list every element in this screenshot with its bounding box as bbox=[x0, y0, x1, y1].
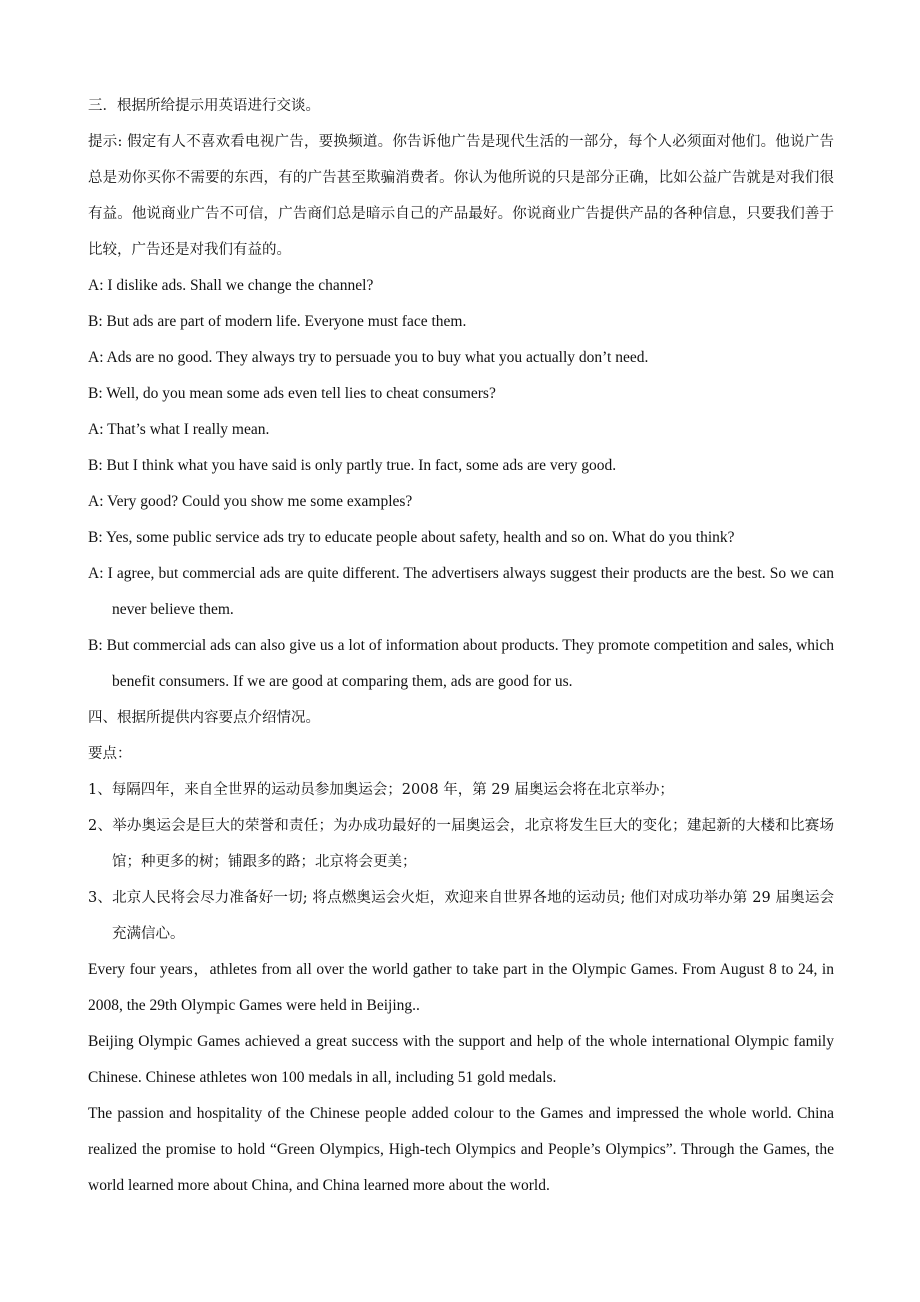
model-answer bbox=[88, 952, 834, 1204]
answer-paragraph-3: The passion and hospitality of the Chinese people added colour to the Games and impressed the whole world. China realized the promise to hold “Green Olympics, High-tech Olympics and People’s Olympics”. Through the Games, the world learned more about China, and China learned more about the world. bbox=[88, 1105, 834, 1194]
point-item-3: 3、北京人民将会尽力准备好一切; 将点燃奥运会火炬，欢迎来自世界各地的运动员; 他们对成功举办第 29 届奥运会充满信心。 bbox=[88, 890, 834, 942]
dialogue-line-2: B: But ads are part of modern life. Everyone must face them. bbox=[88, 313, 467, 330]
dialogue-line-7: A: Very good? Could you show me some examples? bbox=[88, 493, 413, 510]
answer-paragraph-1: Every four years，athletes from all over the world gather to take part in the Olympic Games. From August 8 to 24, in 2008, the 29th Olympic Games were held in Beijing.. bbox=[88, 961, 834, 1014]
point-item-1: 1、每隔四年，来自全世界的运动员参加奥运会；2008 年，第 29 届奥运会将在北京举办； bbox=[88, 782, 674, 798]
section-4-heading: 四、根据所提供内容要点介绍情况。 bbox=[88, 710, 320, 726]
dialogue-line-6: B: But I think what you have said is only partly true. In fact, some ads are very good. bbox=[88, 457, 617, 474]
dialogue-line-3: A: Ads are no good. They always try to persuade you to buy what you actually don’t need. bbox=[88, 349, 649, 366]
answer-paragraph-2: Beijing Olympic Games achieved a great success with the support and help of the whole international Olympic family Chinese. Chinese athletes won 100 medals in all, including 51 gold medals. bbox=[88, 1033, 834, 1086]
document-page bbox=[88, 88, 834, 1204]
points-list bbox=[88, 772, 834, 952]
point-item-2: 2、举办奥运会是巨大的荣誉和责任；为办成功最好的一届奥运会，北京将发生巨大的变化；建起新的大楼和比赛场馆；种更多的树；铺跟多的路；北京将会更美； bbox=[88, 818, 834, 870]
dialogue-line-1: A: I dislike ads. Shall we change the channel? bbox=[88, 277, 374, 294]
section-3-heading: 三．根据所给提示用英语进行交谈。 bbox=[88, 98, 320, 114]
dialogue-line-9: A: I agree, but commercial ads are quite different. The advertisers always suggest their products are the best. So we can never believe them. bbox=[88, 565, 834, 618]
section-3-prompt: 提示: 假定有人不喜欢看电视广告，要换频道。你告诉他广告是现代生活的一部分，每个人必须面对他们。他说广告总是劝你买你不需要的东西，有的广告甚至欺骗消费者。你认为他所说的只是部分正确，比如公益广告就是对我们很有益。他说商业广告不可信，广告商们总是暗示自己的产品最好。你说商业广告提供产品的各种信息，只要我们善于比较，广告还是对我们有益的。 bbox=[88, 134, 834, 258]
dialogue-line-5: A: That’s what I really mean. bbox=[88, 421, 270, 438]
dialogue-line-10: B: But commercial ads can also give us a lot of information about products. They promote competition and sales, which benefit consumers. If we are good at comparing them, ads are good for us. bbox=[88, 637, 834, 690]
dialogue bbox=[88, 268, 834, 700]
points-label: 要点： bbox=[88, 746, 132, 762]
dialogue-line-8: B: Yes, some public service ads try to educate people about safety, health and so on. What do you think? bbox=[88, 529, 735, 546]
dialogue-line-4: B: Well, do you mean some ads even tell lies to cheat consumers? bbox=[88, 385, 496, 402]
